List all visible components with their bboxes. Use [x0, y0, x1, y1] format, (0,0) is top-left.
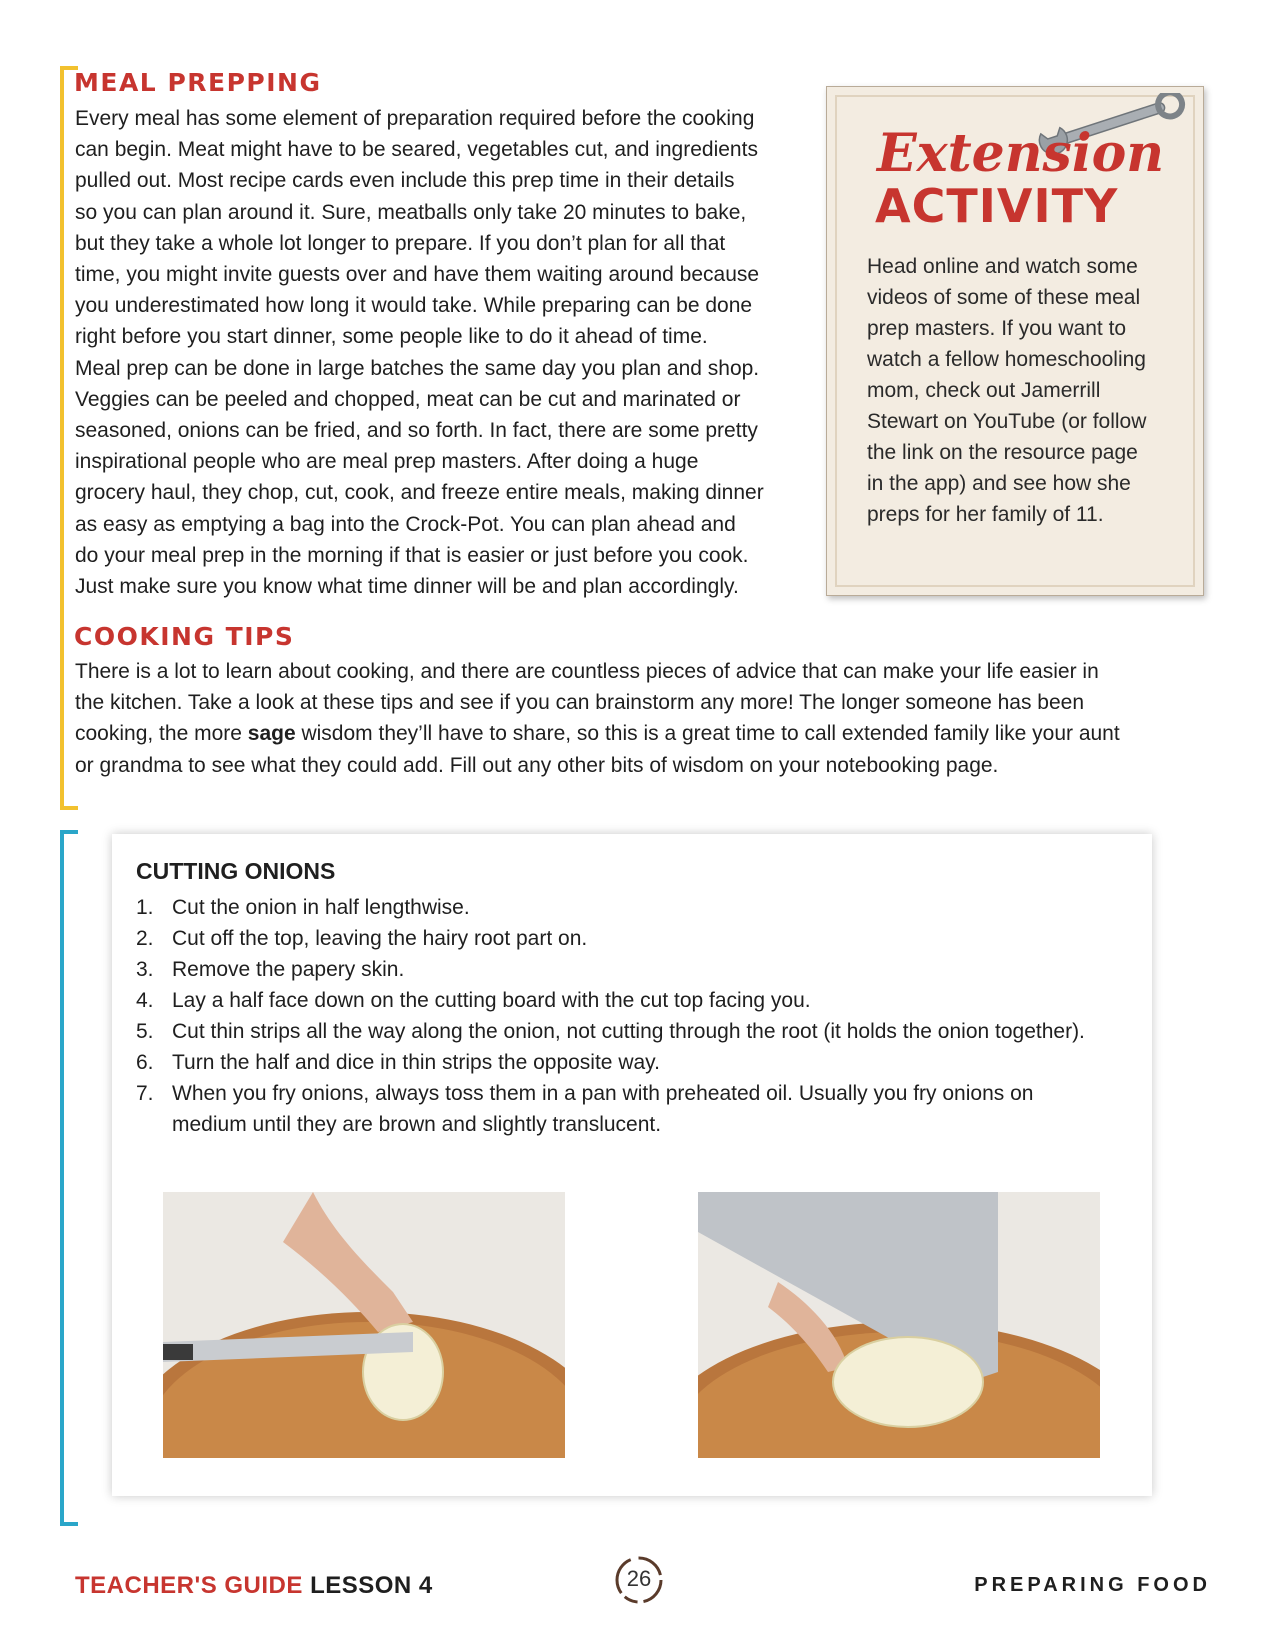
onion-cutting-photo-1	[163, 1192, 565, 1458]
extension-activity-box	[826, 86, 1204, 596]
cutting-onions-card	[112, 834, 1152, 1496]
meal-prepping-line: can begin. Meat might have to be seared, vegetables cut, and ingredients	[75, 138, 758, 162]
cutting-onions-title: CUTTING ONIONS	[136, 858, 336, 884]
list-item	[136, 1016, 1096, 1047]
meal-prepping-line: you underestimated how long it would take. While preparing can be done	[75, 294, 753, 318]
meal-prepping-line: but they take a whole lot longer to prepare. If you don’t plan for all that	[75, 231, 726, 255]
extension-line: Stewart on YouTube (or follow	[867, 410, 1147, 433]
meal-prepping-line: inspirational people who are meal prep masters. After doing a huge	[75, 450, 699, 474]
cooking-tips-text: cooking, the more	[75, 722, 248, 746]
list-item	[136, 923, 1096, 954]
cooking-tips-text: wisdom they’ll have to share, so this is a great time to call extended family like your aunt	[295, 722, 1120, 746]
extension-line: prep masters. If you want to	[867, 317, 1127, 340]
list-item	[136, 1047, 1096, 1078]
meal-prepping-line: as easy as emptying a bag into the Crock-Pot. You can plan ahead and	[75, 512, 736, 536]
step-text: Turn the half and dice in thin strips the opposite way.	[172, 1051, 660, 1074]
extension-line: preps for her family of 11.	[867, 503, 1104, 526]
step-text: When you fry onions, always toss them in a pan with preheated oil. Usually you fry onions on medium until they are brown and slightly translucent.	[172, 1082, 1034, 1136]
meal-prepping-line: Veggies can be peeled and chopped, meat can be cut and marinated or	[75, 387, 741, 411]
cooking-tips-body	[75, 656, 1195, 781]
step-text: Remove the papery skin.	[172, 958, 405, 981]
section-bracket-blue	[60, 830, 78, 1526]
meal-prepping-line: so you can plan around it. Sure, meatballs only take 20 minutes to bake,	[75, 200, 747, 224]
extension-line: Head online and watch some	[867, 255, 1138, 278]
cooking-tips-heading: COOKING TIPS	[74, 622, 295, 651]
meal-prepping-line: pulled out. Most recipe cards even include this prep time in their details	[75, 169, 735, 193]
meal-prepping-heading: MEAL PREPPING	[74, 68, 322, 97]
extension-title-script: Extension	[877, 123, 1165, 184]
footer-guide: TEACHER'S GUIDE	[75, 1572, 303, 1599]
step-text: Lay a half face down on the cutting board with the cut top facing you.	[172, 989, 811, 1012]
cooking-tips-line: the kitchen. Take a look at these tips and see if you can brainstorm any more! The longer someone has been	[75, 691, 1084, 715]
extension-line: mom, check out Jamerrill	[867, 379, 1101, 402]
cooking-tips-line	[75, 718, 1195, 749]
sage-bold-word: sage	[247, 722, 296, 746]
meal-prepping-line: Just make sure you know what time dinner will be and plan accordingly.	[75, 575, 739, 599]
onion-cutting-photo-2	[698, 1192, 1100, 1458]
meal-prepping-line: right before you start dinner, some people like to do it ahead of time.	[75, 325, 708, 349]
extension-line: watch a fellow homeschooling	[867, 348, 1146, 371]
step-number: 7.	[136, 1082, 154, 1105]
extension-body	[867, 251, 1177, 530]
cooking-tips-line: or grandma to see what they could add. Fill out any other bits of wisdom on your notebooking page.	[75, 753, 999, 777]
step-text: Cut off the top, leaving the hairy root part on.	[172, 927, 588, 950]
cutting-onions-steps	[136, 892, 1096, 1140]
step-number: 2.	[136, 927, 154, 950]
extension-line: in the app) and see how she	[867, 472, 1131, 495]
footer-lesson: LESSON 4	[310, 1572, 433, 1599]
step-number: 5.	[136, 1020, 154, 1043]
extension-line: videos of some of these meal	[867, 286, 1141, 309]
step-number: 1.	[136, 896, 154, 919]
meal-prepping-line: time, you might invite guests over and have them waiting around because	[75, 263, 760, 287]
extension-title-activity: ACTIVITY	[875, 179, 1119, 233]
page-number-badge	[611, 1550, 667, 1606]
meal-prepping-line: grocery haul, they chop, cut, cook, and freeze entire meals, making dinner	[75, 481, 764, 505]
extension-line: the link on the resource page	[867, 441, 1138, 464]
meal-prepping-line: do your meal prep in the morning if that is easier or just before you cook.	[75, 543, 749, 567]
meal-prepping-line: Meal prep can be done in large batches the same day you plan and shop.	[75, 356, 760, 380]
step-number: 4.	[136, 989, 154, 1012]
step-text: Cut the onion in half lengthwise.	[172, 896, 470, 919]
step-text: Cut thin strips all the way along the onion, not cutting through the root (it holds the onion together).	[172, 1020, 1085, 1043]
list-item	[136, 985, 1096, 1016]
cooking-tips-line: There is a lot to learn about cooking, and there are countless pieces of advice that can make your life easier in	[75, 660, 1099, 683]
meal-prepping-line: Every meal has some element of preparation required before the cooking	[75, 107, 755, 130]
list-item	[136, 1078, 1096, 1140]
list-item	[136, 954, 1096, 985]
page-number: 26	[626, 1566, 652, 1591]
list-item	[136, 892, 1096, 923]
meal-prepping-line: seasoned, onions can be fried, and so forth. In fact, there are some pretty	[75, 419, 758, 443]
footer-topic: PREPARING FOOD	[974, 1574, 1211, 1596]
step-number: 6.	[136, 1051, 154, 1074]
footer-lesson-label	[75, 1572, 433, 1600]
meal-prepping-body	[75, 103, 815, 602]
step-number: 3.	[136, 958, 154, 981]
